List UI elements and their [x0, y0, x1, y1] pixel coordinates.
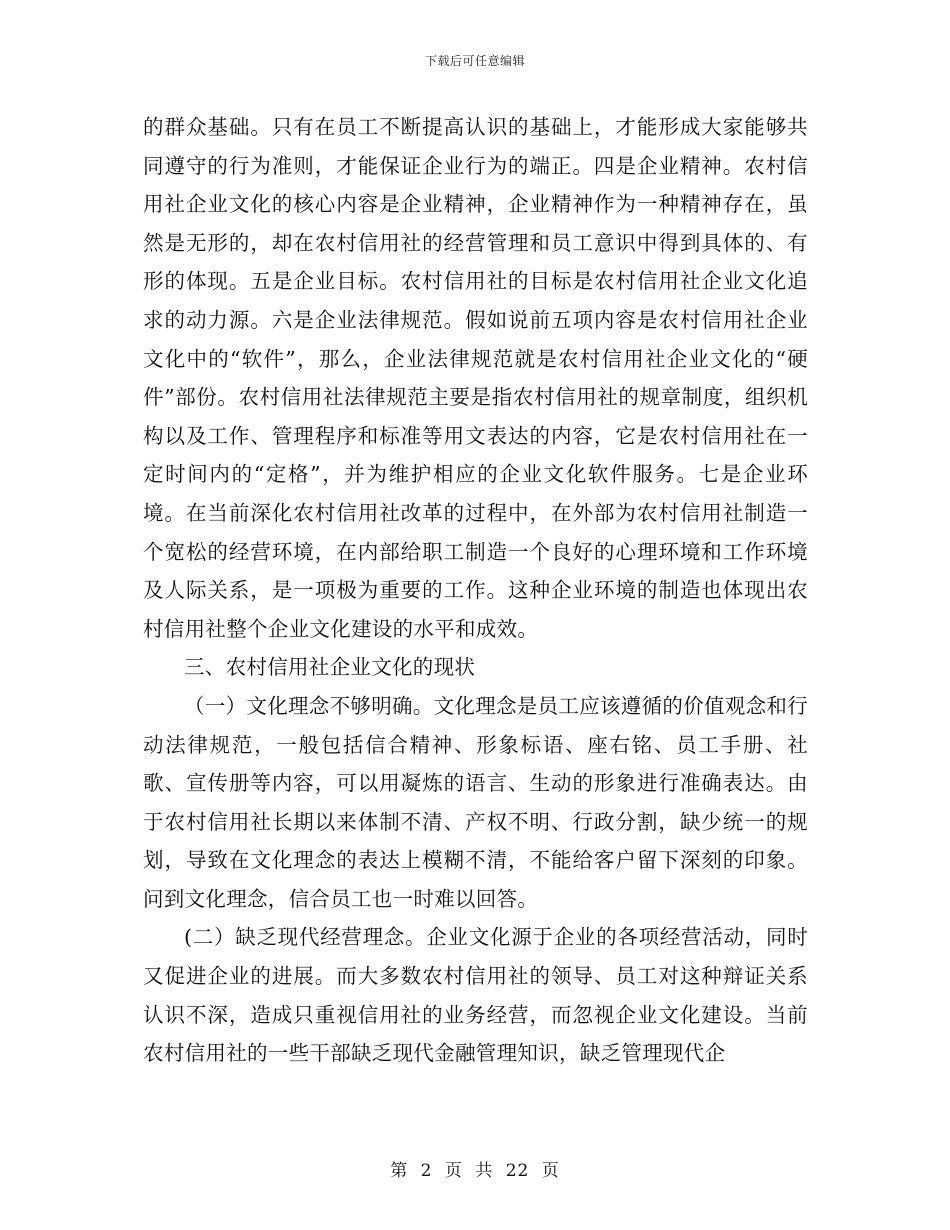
footer-suffix: 页 [541, 1161, 560, 1181]
footer-prefix: 第 [390, 1161, 409, 1181]
footer-middle1: 页 [444, 1161, 463, 1181]
body-paragraph-continuation: 的群众基础。只有在员工不断提高认识的基础上，才能形成大家能够共同遵守的行为准则，才能保证企业行为的端正。四是企业精神。农村信用社企业文化的核心内容是企业精神，企业精神作为一种精神存在，虽然是无形的，却在农村信用社的经营管理和员工意识中得到具体的、有形的体现。五是企业目标。农村信用社的目标是农村信用社企业文化追求的动力源。六是企业法律规范。假如说前五项内容是农村信用社企业文化中的“软件”，那么，企业法律规范就是农村信用社企业文化的“硬件”部份。农村信用社法律规范主要是指农村信用社的规章制度，组织机构以及工作、管理程序和标准等用文表达的内容，它是农村信用社在一定时间内的“定格”，并为维护相应的企业文化软件服务。七是企业环境。在当前深化农村信用社改革的过程中，在外部为农村信用社制造一个宽松的经营环境，在内部给职工制造一个良好的心理环境和工作环境及人际关系，是一项极为重要的工作。这种企业环境的制造也体现出农村信用社整个企业文化建设的水平和成效。 [143, 115, 808, 641]
footer-total-pages: 22 [505, 1161, 530, 1181]
footer-middle2: 共 [475, 1161, 494, 1181]
body-paragraph-subsection-1: （一）文化理念不够明确。文化理念是员工应该遵循的价值观念和行动法律规范，一般包括信合精神、形象标语、座右铭、员工手册、社歌、宣传册等内容，可以用凝炼的语言、生动的形象进行准确表达。由于农村信用社长期以来体制不清、产权不明、行政分割，缺少统一的规划，导致在文化理念的表达上模糊不清，不能给客户留下深刻的印象。问到文化理念，信合员工也一时难以回答。 [143, 693, 808, 911]
page-header [0, 52, 950, 69]
section-heading: 三、农村信用社企业文化的现状 [184, 655, 476, 680]
footer-current-page: 2 [420, 1161, 433, 1181]
body-paragraph-subsection-2: (二）缺乏现代经营理念。企业文化源于企业的各项经营活动，同时又促进企业的进展。而大多数农村信用社的领导、员工对这种辩证关系认识不深，造成只重视信用社的业务经营，而忽视企业文化建设。当前农村信用社的一些干部缺乏现代金融管理知识，缺乏管理现代企 [143, 925, 808, 1066]
page-footer [0, 1156, 950, 1181]
document-body [143, 108, 808, 1073]
header-note: 下载后可任意编辑 [424, 54, 525, 68]
